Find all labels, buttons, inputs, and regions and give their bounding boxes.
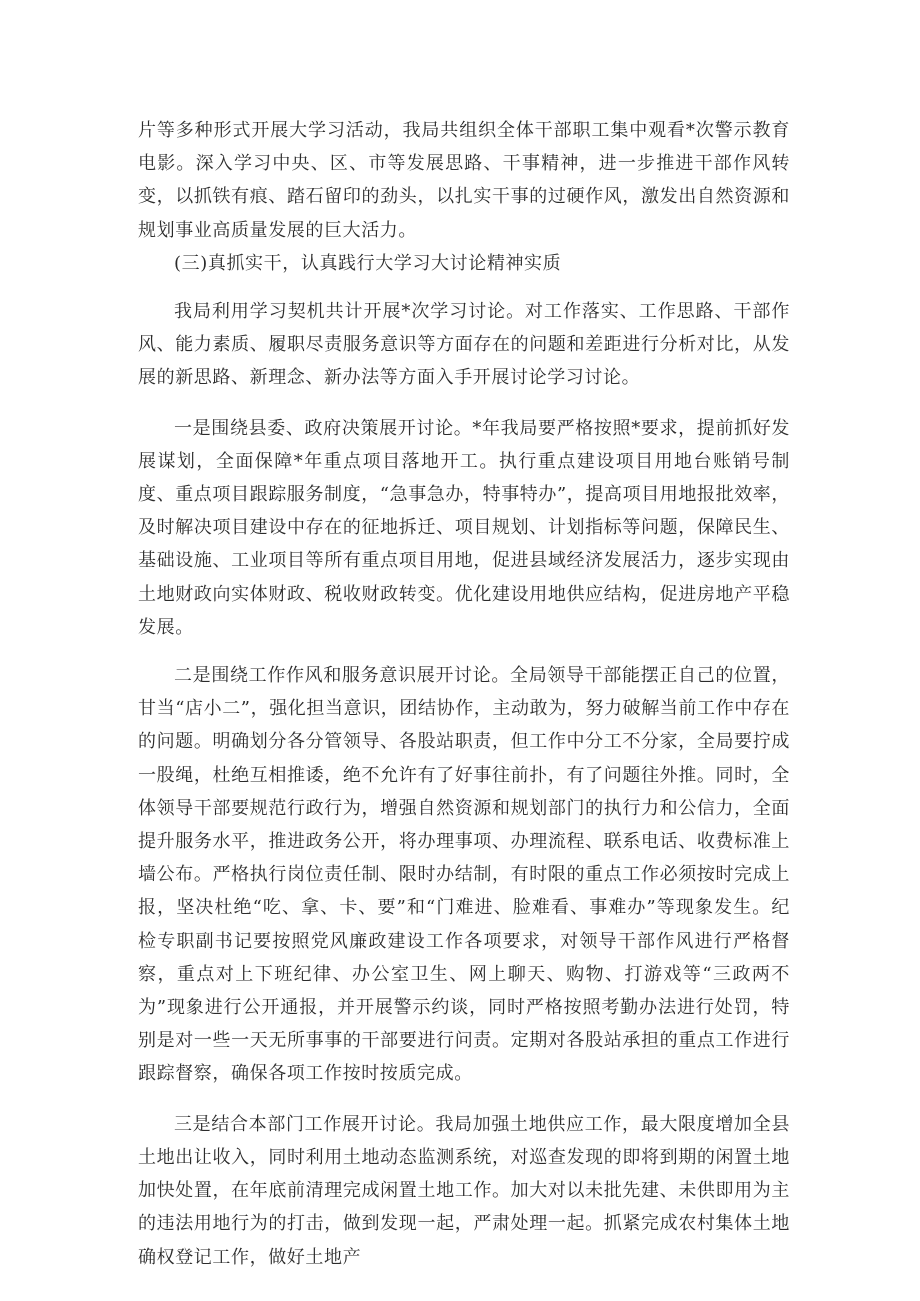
paragraph-discussion-overview: 我局利用学习契机共计开展*次学习讨论。对工作落实、工作思路、干部作风、能力素质、履职尽责服务意识等方面存在的问题和差距进行分析对比，从发展的新思路、新理念、新办法等方面入手开展讨论学习讨论。 (138, 301, 790, 389)
paragraph-continued-study: 片等多种形式开展大学习活动，我局共组织全体干部职工集中观看*次警示教育电影。深入学习中央、区、市等发展思路、干事精神，进一步推进干部作风转变，以抓铁有痕、踏石留印的劲头，以扎实干事的过硬作风，激发出自然资源和规划事业高质量发展的巨大活力。 (138, 120, 790, 241)
section-heading: (三)真抓实干，认真践行大学习大讨论精神实质 (174, 252, 562, 274)
paragraph-point-two: 二是围绕工作作风和服务意识展开讨论。全局领导干部能摆正自己的位置，甘当“店小二”，强化担当意识，团结协作，主动敢为，努力破解当前工作中存在的问题。明确划分各分管领导、各股站职责，但工作中分工不分家，全局要拧成一股绳，杜绝互相推诿，绝不允许有了好事往前扑，有了问题往外推。同时，全体领导干部要规范行政行为，增强自然资源和规划部门的执行力和公信力，全面提升服务水平，推进政务公开，将办理事项、办理流程、联系电话、收费标准上墙公布。严格执行岗位责任制、限时办结制，有时限的重点工作必须按时完成上报，坚决杜绝“吃、拿、卡、要”和“门难进、脸难看、事难办”等现象发生。纪检专职副书记要按照党风廉政建设工作各项要求，对领导干部作风进行严格督察，重点对上下班纪律、办公室卫生、网上聊天、购物、打游戏等“三政两不为”现象进行公开通报，并开展警示约谈，同时严格按照考勤办法进行处罚，特别是对一些一天无所事事的干部要进行问责。定期对各股站承担的重点工作进行跟踪督察，确保各项工作按时按质完成。 (138, 665, 791, 1085)
document-body (138, 114, 790, 1274)
paragraph-point-one: 一是围绕县委、政府决策展开讨论。*年我局要严格按照*要求，提前抓好发展谋划，全面保障*年重点项目落地开工。执行重点建设项目用地台账销号制度、重点项目跟踪服务制度，“急事急办，特事特办”，提高项目用地报批效率，及时解决项目建设中存在的征地拆迁、项目规划、计划指标等问题，保障民生、基础设施、工业项目等所有重点项目用地，促进县域经济发展活力，逐步实现由土地财政向实体财政、税收财政转变。优化建设用地供应结构，促进房地产平稳发展。 (138, 417, 791, 638)
paragraph-point-three: 三是结合本部门工作展开讨论。我局加强土地供应工作，最大限度增加全县土地出让收入，同时利用土地动态监测系统，对巡查发现的即将到期的闲置土地加快处置，在年底前清理完成闲置土地工作。加大对以未批先建、未供即用为主的违法用地行为的打击，做到发现一起，严肃处理一起。抓紧完成农村集体土地确权登记工作，做好土地产 (138, 1113, 790, 1268)
